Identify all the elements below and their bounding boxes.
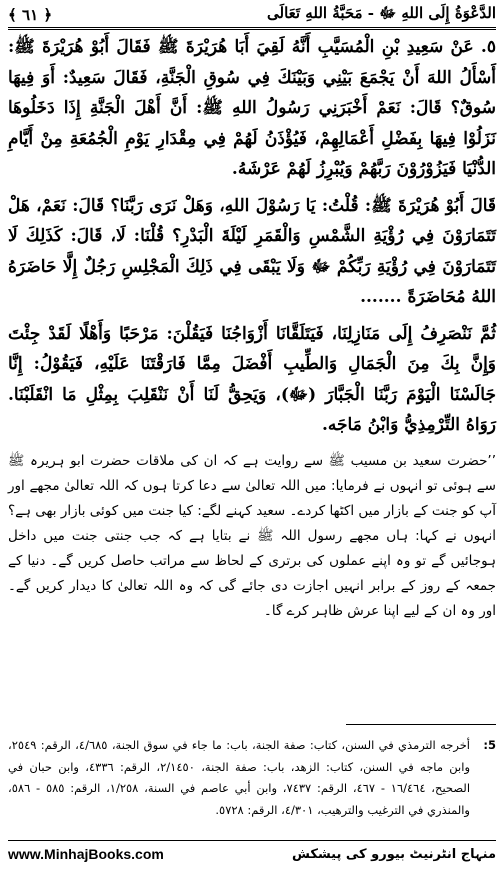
footnotes	[8, 724, 496, 821]
page-footer	[8, 843, 496, 865]
main-text	[8, 32, 496, 624]
hadith-arabic-paragraph-2: قَالَ أَبُوْ هُرَيْرَةَ ﷺ: قُلْتُ: يَا رَسُوْلَ اللهِ، وَهَلْ نَرَى رَبَّنَا؟ قَالَ: نَعَمْ، هَلْ تَتَمَارَوْنَ فِي رُؤْيَةِ الشَّمْسِ وَالْقَمَرِ لَيْلَةَ الْبَدْرِ؟ قُلْنَا: لَا، قَالَ: كَذَلِكَ لَا تَتَمَارَوْنَ فِي رُؤْيَةِ رَبِّكُمْ ﷻ وَلَا يَبْقَى فِي ذَلِكَ الْمَجْلِسِ رَجُلٌ إِلَّا حَاضَرَهُ اللهُ مُحَاضَرَةً .......	[8, 195, 496, 307]
hadith-arabic-paragraph-3: ثُمَّ نَنْصَرِفُ إِلَى مَنَازِلِنَا، فَيَتَلَقَّانَا أَزْوَاجُنَا فَيَقُلْنَ: مَرْحَبًا وَأَهْلًا لَقَدْ جِئْتَ وَإِنَّ بِكَ مِنَ الْجَمَالِ وَالطِّيبِ أَفْضَلَ مِمَّا فَارَقْتَنَا عَلَيْهِ، فَيَقُوْلُ: إِنَّا جَالَسْنَا الْيَوْمَ رَبَّنَا الْجَبَّارَ (ﷻ)، وَيَحِقُّ لَنَا أَنْ نَنْقَلِبَ بِمِثْلِ مَا انْقَلَبْنَا. رَوَاهُ التِّرْمِذِيُّ وَابْنُ مَاجَه.	[8, 323, 496, 435]
header-rule	[8, 27, 496, 30]
chapter-title: الدَّعْوَةُ إِلَى اللهِ ﷻ - مَحَبَّةُ اللهِ تَعَالَى	[267, 4, 496, 22]
hadith-arabic-paragraph-1: ٥. عَنْ سَعِيدِ بْنِ الْمُسَيَّبِ أَنَّهُ لَقِيَ أَبَا هُرَيْرَةَ ﷺ فَقَالَ أَبُوْ هُرَيْرَةَ ﷺ: أَسْأَلُ اللهَ أَنْ يَجْمَعَ بَيْنِي وَبَيْنَكَ فِي سُوقِ الْجَنَّةِ، فَقَالَ سَعِيدٌ: أَوَ فِيهَا سُوقٌ؟ قَالَ: نَعَمْ أَخْبَرَنِي رَسُولُ اللهِ ﷺ: أَنَّ أَهْلَ الْجَنَّةِ إِذَا دَخَلُوهَا نَزَلُوْا فِيهَا بِفَضْلِ أَعْمَالِهِمْ، فَيُؤْذَنُ لَهُمْ فِي مِقْدَارِ يَوْمِ الْجُمُعَةِ مِنْ أَيَّامِ الدُّنْيَا فَيَزُوْرُوْنَ رَبَّهُمْ وَيُبْرِزُ لَهُمْ عَرْشَهُ.	[8, 37, 496, 179]
page-header	[8, 4, 496, 26]
sponsor-text: منہاج انٹرنیٹ بیورو کی پیشکش	[292, 846, 496, 862]
footnote-number: 5:	[483, 738, 496, 752]
footnote-item	[8, 735, 496, 821]
footer-rule	[8, 840, 496, 841]
page-number: ﴿ ٦١ ﴾	[8, 6, 53, 24]
website-link[interactable]: www.MinhajBooks.com	[8, 846, 164, 862]
footnote-separator	[346, 724, 496, 725]
footnote-text: أخرجه الترمذي في السنن، كتاب: صفة الجنة، باب: ما جاء في سوق الجنة، ٤/٦٨٥، الرقم: ٢٥٤٩، وابن ماجه في السنن، كتاب: الزهد، باب: صفة الجنة، ٢/١٤٥٠، الرقم: ٤٣٣٦، وابن حبان في الصحيح، ١٦/٤٦٤ - ٤٦٧، الرقم: ٧٤٣٧، وابن أبي عاصم في السنة، ١/٢٥٨، الرقم: ٥٨٥ - ٥٨٦، والمنذري في الترغيب والترهيب، ٤/٣٠١، الرقم: ٥٧٢٨.	[8, 738, 471, 817]
urdu-translation: ’’حضرت سعید بن مسیب ﷺ سے روایت ہے کہ ان کی ملاقات حضرت ابو ہریرہ ﷺ سے ہوئی تو انہوں نے فرمایا: میں اللہ تعالیٰ سے دعا کرتا ہوں کہ اللہ تعالیٰ مجھے اور آپ کو جنت کے بازار میں اکٹھا کردے۔ سعید کہنے لگے: کیا جنت میں کوئی بازار بھی ہے؟ انہوں نے کہا: ہاں مجھے رسول اللہ ﷺ نے بتایا ہے کہ جب جنتی جنت میں داخل ہوجائیں گے تو وہ اپنے عملوں کی برتری کے لحاظ سے مراتب حاصل کریں گے۔ دنیا کے جمعہ کے روز کے برابر انہیں اجازت دی جائے گی کہ وہ اللہ تعالیٰ کا دیدار کریں گے۔ اور وہ ان کے لیے اپنا عرش ظاہر کرے گا۔	[8, 452, 496, 619]
